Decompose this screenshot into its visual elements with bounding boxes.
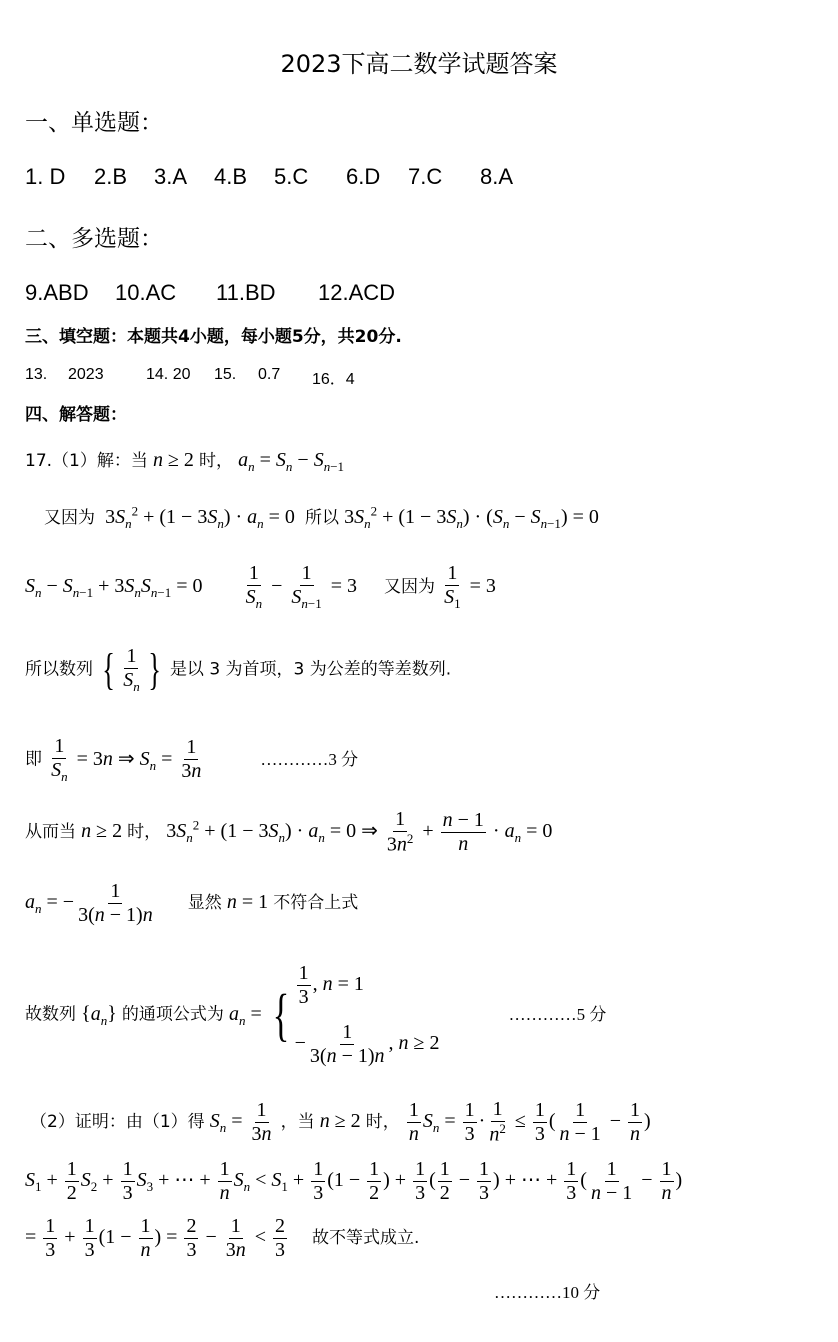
q17-score-3: …………3 分 xyxy=(260,749,359,769)
q17-part2-line-2 xyxy=(25,1158,682,1205)
q17-youyinwei-2: 又因为 xyxy=(384,576,436,597)
q17-sequence-recip: { $\frac{1}{S_n}$ } xyxy=(102,644,161,694)
section1-heading: 一、单选题： xyxy=(25,110,163,136)
q17-ji: 即 xyxy=(25,749,42,770)
q17-sequence-an: $\{a_n\}$ xyxy=(81,1002,117,1028)
q17-line-1 xyxy=(25,446,344,475)
q17-condition: n ≥ 2 xyxy=(152,449,194,471)
section3-answer-13-value: 2023 xyxy=(68,366,104,383)
q17-equation-6: $\frac{1}{S_n}$ = 3n ⇒ $S_n$ = $\frac{1}{3n}$ xyxy=(51,735,202,784)
q17-part2-bound: $\frac{1}{n}$ $S_n$ = $\frac{1}{3}$ · $\frac{1}{n^2}$ ≤ $\frac{1}{3}$ ( $\frac{1}{n - 1}$ − $\frac{1}{n}$ ) xyxy=(408,1098,651,1146)
section2-answer-9: 9.ABD xyxy=(25,280,89,305)
q17-congerdang: 从而当 xyxy=(25,821,76,842)
q17-dang: ，当 xyxy=(280,1111,315,1132)
q17-shi-3: 时， xyxy=(365,1111,400,1132)
q17-n-equals-1: n = 1 xyxy=(226,891,269,914)
section3-answer-16: 16．4 xyxy=(312,371,355,388)
q17-desc: 是以 3 为首项，3 为公差的等差数列. xyxy=(169,659,452,680)
q17-gu-shulie: 故数列 xyxy=(25,1004,76,1025)
section1-answer-1: 1. D xyxy=(25,164,66,189)
section1-answer-7: 7.C xyxy=(408,164,443,189)
section1-answer-3: 3.A xyxy=(154,164,188,189)
q17-equation-1: $3S_n^2 + (1 - 3S_n) \cdot a_n = 0$ xyxy=(100,503,300,531)
q17-conclusion: 故不等式成立. xyxy=(312,1228,420,1249)
q17-piecewise: $a_n$ = { $\frac{1}{3}$ , n = 1 − $\frac{1}{3(n - 1)n}$ , n ≥ 2 xyxy=(229,962,440,1067)
q17-equation-7: $3S_n^2 + (1 - 3S_n) \cdot a_n = 0$ ⇒ $\frac{1}{3n^2}$ + $\frac{n - 1}{n}$ · $a_n = 0$ xyxy=(166,808,553,856)
q17-equation-2: $3S_n^2 + (1 - 3S_n) \cdot (S_n - S_{n-1}) = 0$ xyxy=(344,503,599,531)
section4-heading: 四、解答题： xyxy=(25,405,127,425)
section2-answer-11: 11.BD xyxy=(216,280,276,305)
q17-tongxiang: 的通项公式为 xyxy=(121,1004,224,1025)
q17-bufuhe: 不符合上式 xyxy=(273,893,359,914)
q17-line-3 xyxy=(25,562,496,612)
section3-answer-14: 14. 20 xyxy=(146,366,191,383)
q17-equation-8: $a_n$ = − $\frac{1}{3(n - 1)n}$ xyxy=(25,880,153,926)
q17-part2-line-3 xyxy=(25,1215,419,1262)
q17-line-4 xyxy=(25,645,451,695)
q17-equation-3: $S_n - S_{n-1} + 3S_nS_{n-1} = 0$ xyxy=(25,574,203,600)
section3-answer-15: 15. xyxy=(214,366,237,383)
section1-answer-2: 2.B xyxy=(94,164,128,189)
q17-part2-line-1 xyxy=(30,1098,651,1147)
section1-answer-8: 8.A xyxy=(480,164,514,189)
q17-shi: 时， xyxy=(199,451,234,471)
q17-intro: 17.（1）解：当 xyxy=(25,451,148,471)
q17-part2-intro: （2）证明：由（1）得 xyxy=(30,1111,205,1132)
section2-heading: 二、多选题： xyxy=(25,226,163,252)
q17-formula-an: $a_n = S_n - S_{n-1}$ xyxy=(238,449,345,474)
q17-line-7 xyxy=(25,880,358,927)
section1-answer-4: 4.B xyxy=(214,164,248,189)
q17-equation-5: $\frac{1}{S_1}$ = 3 xyxy=(444,562,496,611)
q17-line-2 xyxy=(44,503,599,532)
q17-line-6 xyxy=(25,808,552,857)
q17-shi-2: 时， xyxy=(127,821,162,842)
q17-suoyi-shulie: 所以数列 xyxy=(25,659,93,680)
section3-heading: 三、填空题：本题共4小题，每小题5分，共20分. xyxy=(25,327,402,347)
q17-part2-sn: $S_n$ = $\frac{1}{3n}$ xyxy=(209,1098,272,1145)
page-title: 2023下高二数学试题答案 xyxy=(280,50,558,78)
q17-youyinwei: 又因为 xyxy=(44,508,95,528)
q17-part2-sum: $S_1$ + $\frac{1}{2}$ $S_2$ + $\frac{1}{3}$ $S_3$ + ⋯ + $\frac{1}{n}$ $S_n < S_1$ + $\frac{1}{3}$ (1 − $\frac{1}{2}$ ) + $\frac{1}{3}$ ( $\frac{1}{2}$ − $\frac{1}{3}$ ) + ⋯ + $\frac{1}{3}$ ( $\frac{1}{n - 1}$ − $\frac{1}{n}$ ) xyxy=(25,1158,683,1204)
q17-line-5 xyxy=(25,735,358,785)
q17-xianran: 显然 xyxy=(187,893,222,914)
q17-part2-result: = $\frac{1}{3}$ + $\frac{1}{3}$ (1 − $\frac{1}{n}$ ) = $\frac{2}{3}$ − $\frac{1}{3n}$ < $\frac{2}{3}$ xyxy=(25,1215,286,1261)
section3-answer-13: 13. xyxy=(25,366,48,383)
q17-condition-3: n ≥ 2 xyxy=(319,1109,361,1132)
q17-line-8 xyxy=(25,962,606,1068)
q17-equation-4: $\frac{1}{S_n}$ − $\frac{1}{S_{n-1}}$ = 3 xyxy=(245,562,363,611)
section1-answer-6: 6.D xyxy=(346,164,381,189)
q17-score-10: …………10 分 xyxy=(494,1283,601,1302)
section1-answer-5: 5.C xyxy=(274,164,309,189)
q17-condition-2: n ≥ 2 xyxy=(81,819,123,842)
q17-score-5: …………5 分 xyxy=(508,1004,607,1024)
section2-answer-12: 12.ACD xyxy=(318,280,396,305)
section2-answer-10: 10.AC xyxy=(115,280,177,305)
q17-suoyi: 所以 xyxy=(305,508,340,528)
section3-answer-15-value: 0.7 xyxy=(258,366,281,383)
